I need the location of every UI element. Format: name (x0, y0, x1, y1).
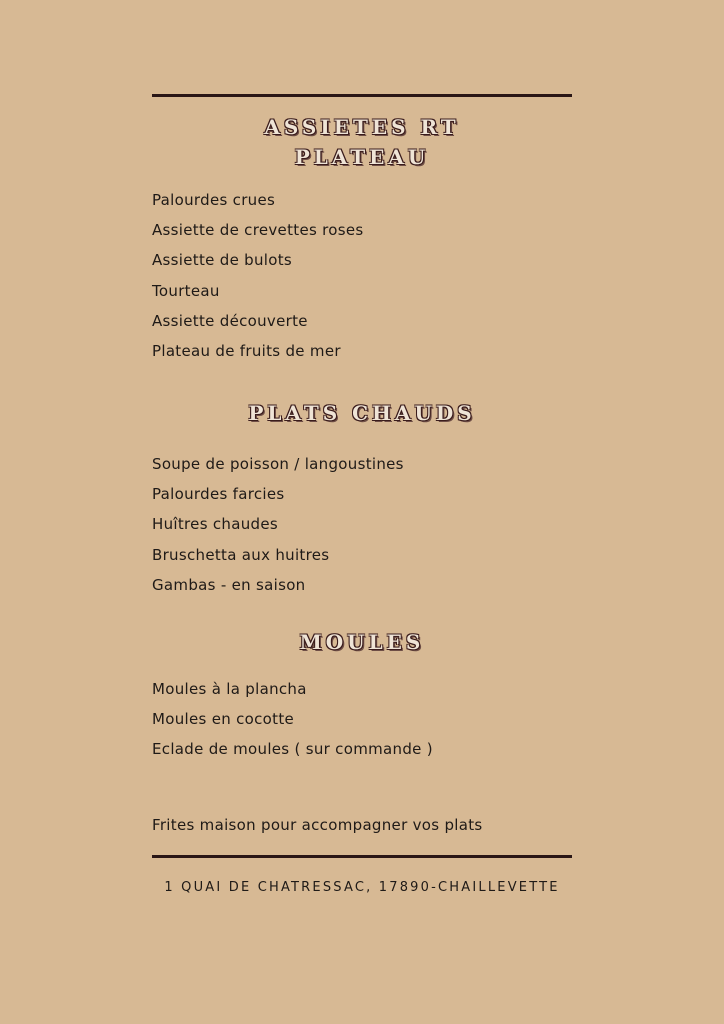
heading-line: ASSIETES RT (264, 115, 460, 139)
menu-item: Bruschetta aux huitres (152, 545, 330, 564)
menu-item: Palourdes farcies (152, 485, 285, 504)
menu-item: Soupe de poisson / langoustines (152, 455, 404, 473)
address: 1 QUAI DE CHATRESSAC, 17890-CHAILLEVETTE (164, 880, 560, 895)
menu-item: Assiette de bulots (152, 251, 293, 270)
menu-item: Assiette de crevettes roses (152, 221, 364, 240)
menu-item: Eclade de moules ( sur commande ) (152, 740, 433, 759)
menu-list-assiettes (152, 185, 364, 366)
menu-item: Moules en cocotte (152, 710, 295, 729)
section-heading-plats-chauds (152, 398, 572, 428)
menu-item: Plateau de fruits de mer (152, 341, 341, 360)
heading-line: PLATS CHAUDS (248, 401, 476, 425)
bottom-divider (152, 855, 572, 858)
menu-item: Assiette découverte (152, 311, 308, 330)
fries-note: Frites maison pour accompagner vos plats (152, 816, 483, 834)
menu-list-plats-chauds (152, 449, 404, 600)
menu-item: Gambas - en saison (152, 575, 306, 594)
menu-list-moules (152, 674, 433, 765)
menu-item: Moules à la plancha (152, 680, 307, 698)
menu-item: Palourdes crues (152, 191, 276, 209)
top-divider (152, 94, 572, 97)
section-heading-moules (152, 627, 572, 657)
menu-item: Huîtres chaudes (152, 515, 279, 534)
heading-line: PLATEAU (294, 145, 430, 169)
section-heading-assiettes (152, 112, 572, 172)
heading-line: MOULES (299, 630, 425, 654)
menu-item: Tourteau (152, 281, 220, 300)
